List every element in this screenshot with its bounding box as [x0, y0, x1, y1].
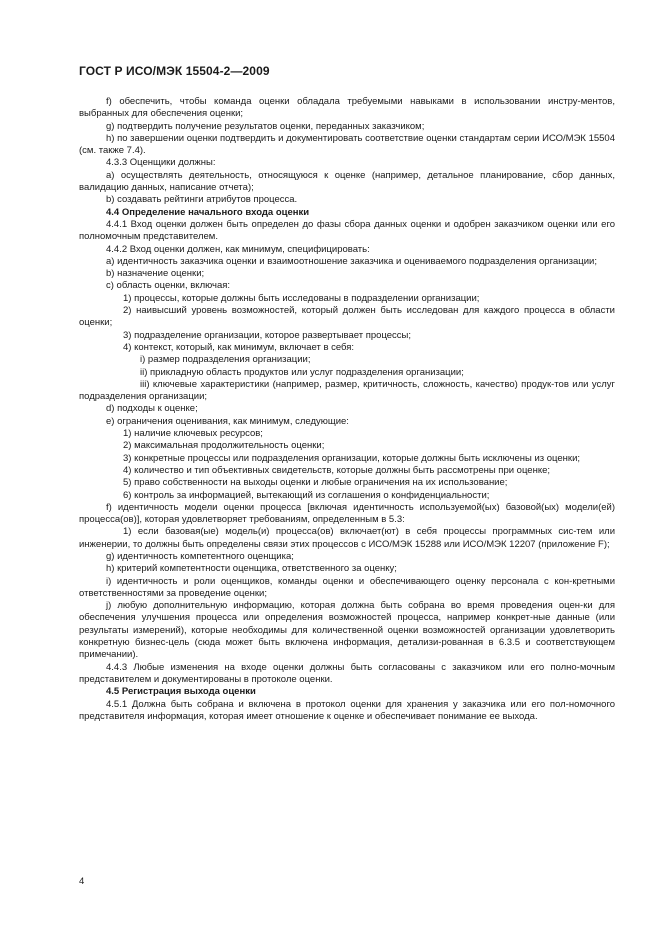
clause-4-5-1: 4.5.1 Должна быть собрана и включена в протокол оценки для хранения у заказчика или его пол-номочного представителя информация, которая имеет отношение к оценке и обеспечивает понимание ее выхода.	[79, 698, 615, 722]
list-item-c: c) область оценки, включая:	[106, 280, 231, 292]
list-item-b: b) создавать рейтинги атрибутов процесса.	[106, 194, 298, 206]
sub-item-1: 1) если базовая(ые) модель(и) процесса(ов) включает(ют) в себя процессы программных сис-тем или инженерии, то должны быть определены связи этих процессов с ИСО/МЭК 15288 или ИСО/МЭК 12207 (приложение F);	[79, 526, 615, 550]
clause-4-4-3: 4.4.3 Любые изменения на входе оценки должны быть согласованы с заказчиком или его полно-мочным представителем и документированы в протоколе оценки.	[79, 661, 615, 685]
section-heading-4-4: 4.4 Определение начального входа оценки	[106, 206, 310, 218]
section-heading-4-5: 4.5 Регистрация выхода оценки	[106, 686, 256, 698]
list-item-a: a) осуществлять деятельность, относящуюся к оценке (например, детальное планирование, сбор данных, валидацию данных, написание отчета);	[79, 169, 615, 194]
document-body	[79, 96, 615, 723]
list-item-d: d) подходы к оценке;	[106, 403, 198, 415]
sub-item-2: 2) наивысший уровень возможностей, который должен быть исследован для каждого процесса в области оценки;	[79, 305, 615, 329]
document-header: ГОСТ Р ИСО/МЭК 15504-2—2009	[79, 64, 270, 78]
sub-item-2: 2) максимальная продолжительность оценки;	[123, 440, 325, 452]
list-item-h: h) критерий компетентности оценщика, ответственного за оценку;	[106, 563, 397, 575]
sub-item-6: 6) контроль за информацией, вытекающий из соглашения о конфиденциальности;	[123, 489, 490, 501]
sub-item-4: 4) контекст, который, как минимум, включает в себя:	[123, 341, 355, 353]
list-item-g: g) подтвердить получение результатов оценки, переданных заказчиком;	[106, 120, 425, 132]
list-item-g: g) идентичность компетентного оценщика;	[106, 550, 294, 562]
sub-sub-item-iii: iii) ключевые характеристики (например, размер, критичность, сложность, качество) продук-тов или услуг подразделения организации;	[79, 378, 615, 403]
clause-4-4-1: 4.4.1 Вход оценки должен быть определен до фазы сбора данных оценки и одобрен заказчиком оценки или его полномочным представителем.	[79, 218, 615, 243]
sub-item-5: 5) право собственности на выходы оценки и любые ограничения на их использование;	[123, 477, 508, 489]
sub-sub-item-ii: ii) прикладную область продуктов или услуг подразделения организации;	[140, 366, 464, 378]
sub-item-3: 3) подразделение организации, которое развертывает процессы;	[123, 329, 412, 341]
clause-4-4-2: 4.4.2 Вход оценки должен, как минимум, специфицировать:	[106, 243, 370, 255]
page-number: 4	[79, 876, 85, 887]
sub-item-1: 1) наличие ключевых ресурсов;	[123, 428, 263, 440]
sub-item-4: 4) количество и тип объективных свидетельств, которые должны быть рассмотрены при оценке;	[123, 464, 551, 476]
list-item-a: a) идентичность заказчика оценки и взаимоотношение заказчика и оцениваемого подразделения организации;	[106, 255, 597, 267]
list-item-e: e) ограничения оценивания, как минимум, следующие:	[106, 415, 349, 427]
list-item-h: h) по завершении оценки подтвердить и документировать соответствие оценки стандартам серии ИСО/МЭК 15504 (см. также 7.4).	[79, 132, 615, 157]
list-item-b: b) назначение оценки;	[106, 268, 205, 280]
sub-sub-item-i: i) размер подразделения организации;	[140, 354, 311, 366]
list-item-f: f) идентичность модели оценки процесса [включая идентичность используемой(ых) базовой(ых) модели(ей) процесса(ов)], которая удовлетворяет требованиям, определенным в 5.3:	[79, 501, 615, 526]
list-item-f: f) обеспечить, чтобы команда оценки обладала требуемыми навыками в использовании инстру-ментов, выбранных для обеспечения оценки;	[79, 96, 615, 120]
list-item-i: i) идентичность и роли оценщиков, команды оценки и обеспечивающего оценку персонала с кон-кретными ответственностями за проведение оценки;	[79, 575, 615, 599]
list-item-j: j) любую дополнительную информацию, которая должна быть собрана во время проведения оцен-ки для обеспечения улучшения процесса или определения возможностей процесса, например конкрет-ные данные (или результаты измерений), которые необходимы для количественной оценки возможностей организации удовлетворить конкретную бизнес-цель (сюда может быть включена информация, детализи-рованная в 6.3.5 и соответствующем примечании).	[79, 600, 615, 661]
sub-item-3: 3) конкретные процессы или подразделения организации, которые должны быть исключены из оценки;	[123, 452, 581, 464]
clause-4-3-3: 4.3.3 Оценщики должны:	[106, 157, 216, 169]
sub-item-1: 1) процессы, которые должны быть исследованы в подразделении организации;	[123, 292, 480, 304]
